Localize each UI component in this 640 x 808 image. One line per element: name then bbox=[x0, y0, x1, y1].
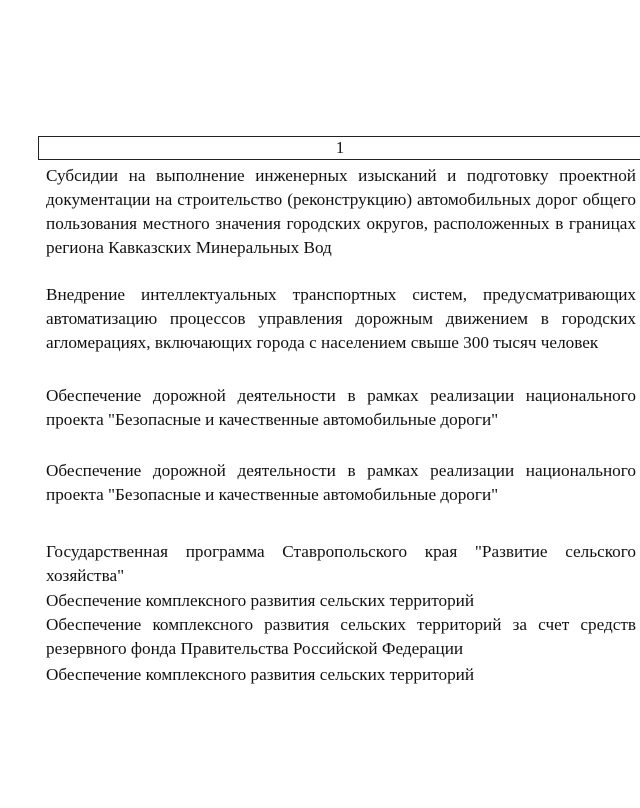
row-rural-territories-development-1: Обеспечение комплексного развития сельских территорий bbox=[46, 591, 475, 610]
row-intelligent-transport-systems: Внедрение интеллектуальных транспортных систем, предусматривающих автоматизацию процессов управления дорожным движением в городских агломерациях, включающих города с населением свыше 300 тысяч человек bbox=[46, 285, 636, 352]
row-road-activity-national-project-2: Обеспечение дорожной деятельности в рамках реализации национального проекта "Безопасные и качественные автомобильные дороги" bbox=[46, 461, 636, 504]
column-number-header: 1 bbox=[335, 138, 345, 157]
row-state-program-agriculture: Государственная программа Ставропольского края "Развитие сельского хозяйства" bbox=[46, 542, 636, 585]
row-rural-territories-reserve-fund: Обеспечение комплексного развития сельских территорий за счет средств резервного фонда Правительства Российской Федерации bbox=[46, 615, 636, 658]
row-rural-territories-development-2: Обеспечение комплексного развития сельских территорий bbox=[46, 665, 475, 684]
row-road-activity-national-project-1: Обеспечение дорожной деятельности в рамках реализации национального проекта "Безопасные и качественные автомобильные дороги" bbox=[46, 386, 636, 429]
table-header bbox=[38, 136, 640, 160]
row-subsidies-engineering-surveys: Субсидии на выполнение инженерных изысканий и подготовку проектной документации на строительство (реконструкцию) автомобильных дорог общего пользования местного значения городских округов, расположенных в границах региона Кавказских Минеральных Вод bbox=[46, 166, 636, 257]
